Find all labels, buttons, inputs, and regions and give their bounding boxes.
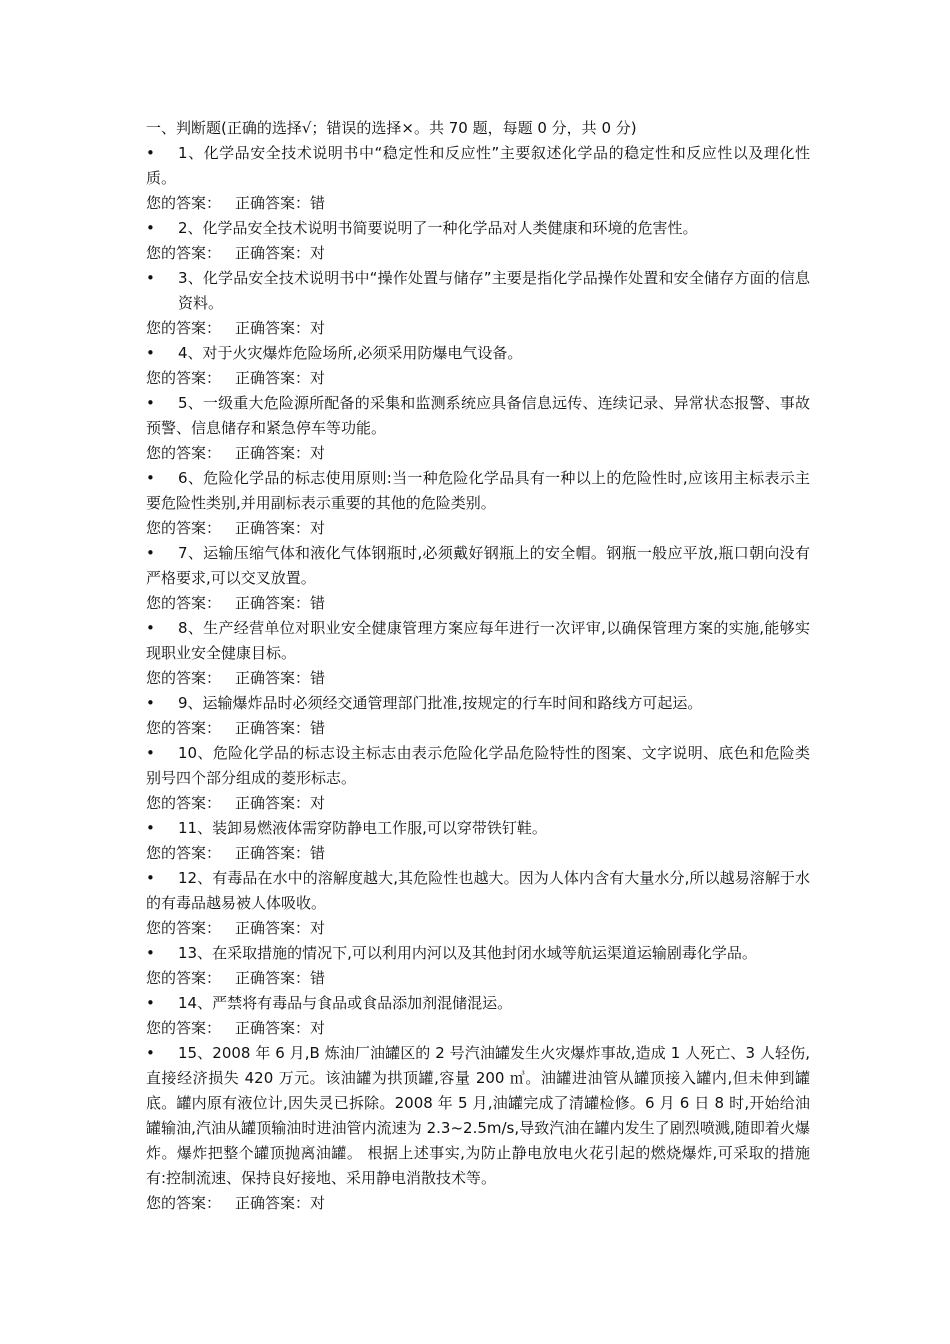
answer-line <box>146 591 810 616</box>
bullet-icon: • <box>146 269 155 287</box>
document-page <box>146 116 810 1216</box>
your-answer-label: 您的答案： <box>146 369 222 387</box>
your-answer-label: 您的答案： <box>146 519 222 537</box>
correct-answer-value: 错 <box>310 844 326 862</box>
bullet-icon: • <box>146 619 155 637</box>
question-item <box>146 616 810 666</box>
question-item <box>146 991 810 1016</box>
question-text: 7、运输压缩气体和液化气体钢瓶时,必须戴好钢瓶上的安全帽。钢瓶一般应平放,瓶口朝向没有严格要求,可以交叉放置。 <box>146 544 810 587</box>
question-text: 4、对于火灾爆炸危险场所,必须采用防爆电气设备。 <box>178 344 523 362</box>
your-answer-label: 您的答案： <box>146 194 222 212</box>
bullet-icon: • <box>146 694 155 712</box>
correct-answer-label: 正确答案： <box>235 594 311 612</box>
question-text: 1、化学品安全技术说明书中“稳定性和反应性”主要叙述化学品的稳定性和反应性以及理化性质。 <box>146 144 810 187</box>
question-text: 3、化学品安全技术说明书中“操作处置与储存”主要是指化学品操作处置和安全储存方面的信息资料。 <box>178 269 810 312</box>
question-item <box>146 391 810 441</box>
question-text: 5、一级重大危险源所配备的采集和监测系统应具备信息远传、连续记录、异常状态报警、事故预警、信息储存和紧急停车等功能。 <box>146 394 810 437</box>
question-item <box>146 1041 810 1191</box>
answer-line <box>146 316 810 341</box>
bullet-icon: • <box>146 219 155 237</box>
answer-line <box>146 966 810 991</box>
question-item <box>146 941 810 966</box>
your-answer-label: 您的答案： <box>146 919 222 937</box>
your-answer-label: 您的答案： <box>146 444 222 462</box>
section-title: 一、判断题(正确的选择√；错误的选择×。共 70 题，每题 0 分，共 0 分) <box>146 119 637 137</box>
correct-answer-value: 对 <box>310 794 326 812</box>
bullet-icon: • <box>146 1044 155 1062</box>
correct-answer-label: 正确答案： <box>235 844 311 862</box>
correct-answer-label: 正确答案： <box>235 194 311 212</box>
correct-answer-label: 正确答案： <box>235 369 311 387</box>
correct-answer-value: 对 <box>310 1019 326 1037</box>
correct-answer-label: 正确答案： <box>235 1194 311 1212</box>
bullet-icon: • <box>146 944 155 962</box>
correct-answer-label: 正确答案： <box>235 719 311 737</box>
your-answer-label: 您的答案： <box>146 244 222 262</box>
correct-answer-value: 错 <box>310 969 326 987</box>
answer-line <box>146 791 810 816</box>
correct-answer-label: 正确答案： <box>235 669 311 687</box>
bullet-icon: • <box>146 744 155 762</box>
answer-line <box>146 1191 810 1216</box>
bullet-icon: • <box>146 394 155 412</box>
correct-answer-value: 对 <box>310 244 326 262</box>
correct-answer-label: 正确答案： <box>235 444 311 462</box>
correct-answer-value: 对 <box>310 444 326 462</box>
question-text: 2、化学品安全技术说明书简要说明了一种化学品对人类健康和环境的危害性。 <box>178 219 698 237</box>
question-text: 15、2008 年 6 月,B 炼油厂油罐区的 2 号汽油罐发生火灾爆炸事故,造成 1 人死亡、3 人轻伤,直接经济损失 420 万元。该油罐为拱顶罐,容量 200 ㎥。油罐进油管从罐顶接入罐内,但未伸到罐底。罐内原有液位计,因失灵已拆除。2008 年 5 月,油罐完成了清罐检修。6 月 6 日 8 时,开始给油罐输油,汽油从罐顶输油时进油管内流速为 2.3~2.5m/s,导致汽油在罐内发生了剧烈喷溅,随即着火爆炸。爆炸把整个罐顶抛离油罐。 根据上述事实,为防止静电放电火花引起的燃烧爆炸,可采取的措施有:控制流速、保持良好接地、采用静电消散技术等。 <box>146 1044 810 1187</box>
correct-answer-label: 正确答案： <box>235 919 311 937</box>
bullet-icon: • <box>146 344 155 362</box>
correct-answer-label: 正确答案： <box>235 794 311 812</box>
bullet-icon: • <box>146 469 155 487</box>
question-item <box>146 341 810 366</box>
question-text: 8、生产经营单位对职业安全健康管理方案应每年进行一次评审,以确保管理方案的实施,能够实现职业安全健康目标。 <box>146 619 810 662</box>
correct-answer-value: 错 <box>310 719 326 737</box>
question-item <box>146 216 810 241</box>
question-item <box>146 466 810 516</box>
correct-answer-value: 对 <box>310 519 326 537</box>
correct-answer-value: 对 <box>310 319 326 337</box>
correct-answer-value: 错 <box>310 594 326 612</box>
answer-line <box>146 241 810 266</box>
question-text: 10、危险化学品的标志设主标志由表示危险化学品危险特性的图案、文字说明、底色和危险类别号四个部分组成的菱形标志。 <box>146 744 810 787</box>
correct-answer-label: 正确答案： <box>235 969 311 987</box>
bullet-icon: • <box>146 544 155 562</box>
question-text: 12、有毒品在水中的溶解度越大,其危险性也越大。因为人体内含有大量水分,所以越易溶解于水的有毒品越易被人体吸收。 <box>146 869 810 912</box>
correct-answer-label: 正确答案： <box>235 319 311 337</box>
your-answer-label: 您的答案： <box>146 1019 222 1037</box>
question-item <box>146 266 810 316</box>
your-answer-label: 您的答案： <box>146 1194 222 1212</box>
answer-line <box>146 366 810 391</box>
your-answer-label: 您的答案： <box>146 794 222 812</box>
correct-answer-label: 正确答案： <box>235 1019 311 1037</box>
question-item <box>146 541 810 591</box>
answer-line <box>146 916 810 941</box>
answer-line <box>146 191 810 216</box>
correct-answer-value: 错 <box>310 194 326 212</box>
question-item <box>146 141 810 191</box>
question-text: 14、严禁将有毒品与食品或食品添加剂混储混运。 <box>178 994 513 1012</box>
your-answer-label: 您的答案： <box>146 319 222 337</box>
correct-answer-value: 错 <box>310 669 326 687</box>
your-answer-label: 您的答案： <box>146 969 222 987</box>
answer-line <box>146 441 810 466</box>
your-answer-label: 您的答案： <box>146 844 222 862</box>
bullet-icon: • <box>146 869 155 887</box>
question-text: 13、在采取措施的情况下,可以利用内河以及其他封闭水域等航运渠道运输剧毒化学品。 <box>178 944 757 962</box>
question-text: 6、危险化学品的标志使用原则:当一种危险化学品具有一种以上的危险性时,应该用主标表示主要危险性类别,并用副标表示重要的其他的危险类别。 <box>146 469 810 512</box>
bullet-icon: • <box>146 144 155 162</box>
your-answer-label: 您的答案： <box>146 594 222 612</box>
correct-answer-label: 正确答案： <box>235 519 311 537</box>
bullet-icon: • <box>146 819 155 837</box>
correct-answer-label: 正确答案： <box>235 244 311 262</box>
answer-line <box>146 716 810 741</box>
answer-line <box>146 1016 810 1041</box>
bullet-icon: • <box>146 994 155 1012</box>
question-text: 9、运输爆炸品时必须经交通管理部门批准,按规定的行车时间和路线方可起运。 <box>178 694 703 712</box>
your-answer-label: 您的答案： <box>146 719 222 737</box>
answer-line <box>146 666 810 691</box>
question-item <box>146 816 810 841</box>
question-item <box>146 691 810 716</box>
answer-line <box>146 516 810 541</box>
question-list <box>146 141 810 1216</box>
your-answer-label: 您的答案： <box>146 669 222 687</box>
correct-answer-value: 对 <box>310 1194 326 1212</box>
question-text: 11、装卸易燃液体需穿防静电工作服,可以穿带铁钉鞋。 <box>178 819 547 837</box>
correct-answer-value: 对 <box>310 919 326 937</box>
question-item <box>146 741 810 791</box>
correct-answer-value: 对 <box>310 369 326 387</box>
answer-line <box>146 841 810 866</box>
question-item <box>146 866 810 916</box>
